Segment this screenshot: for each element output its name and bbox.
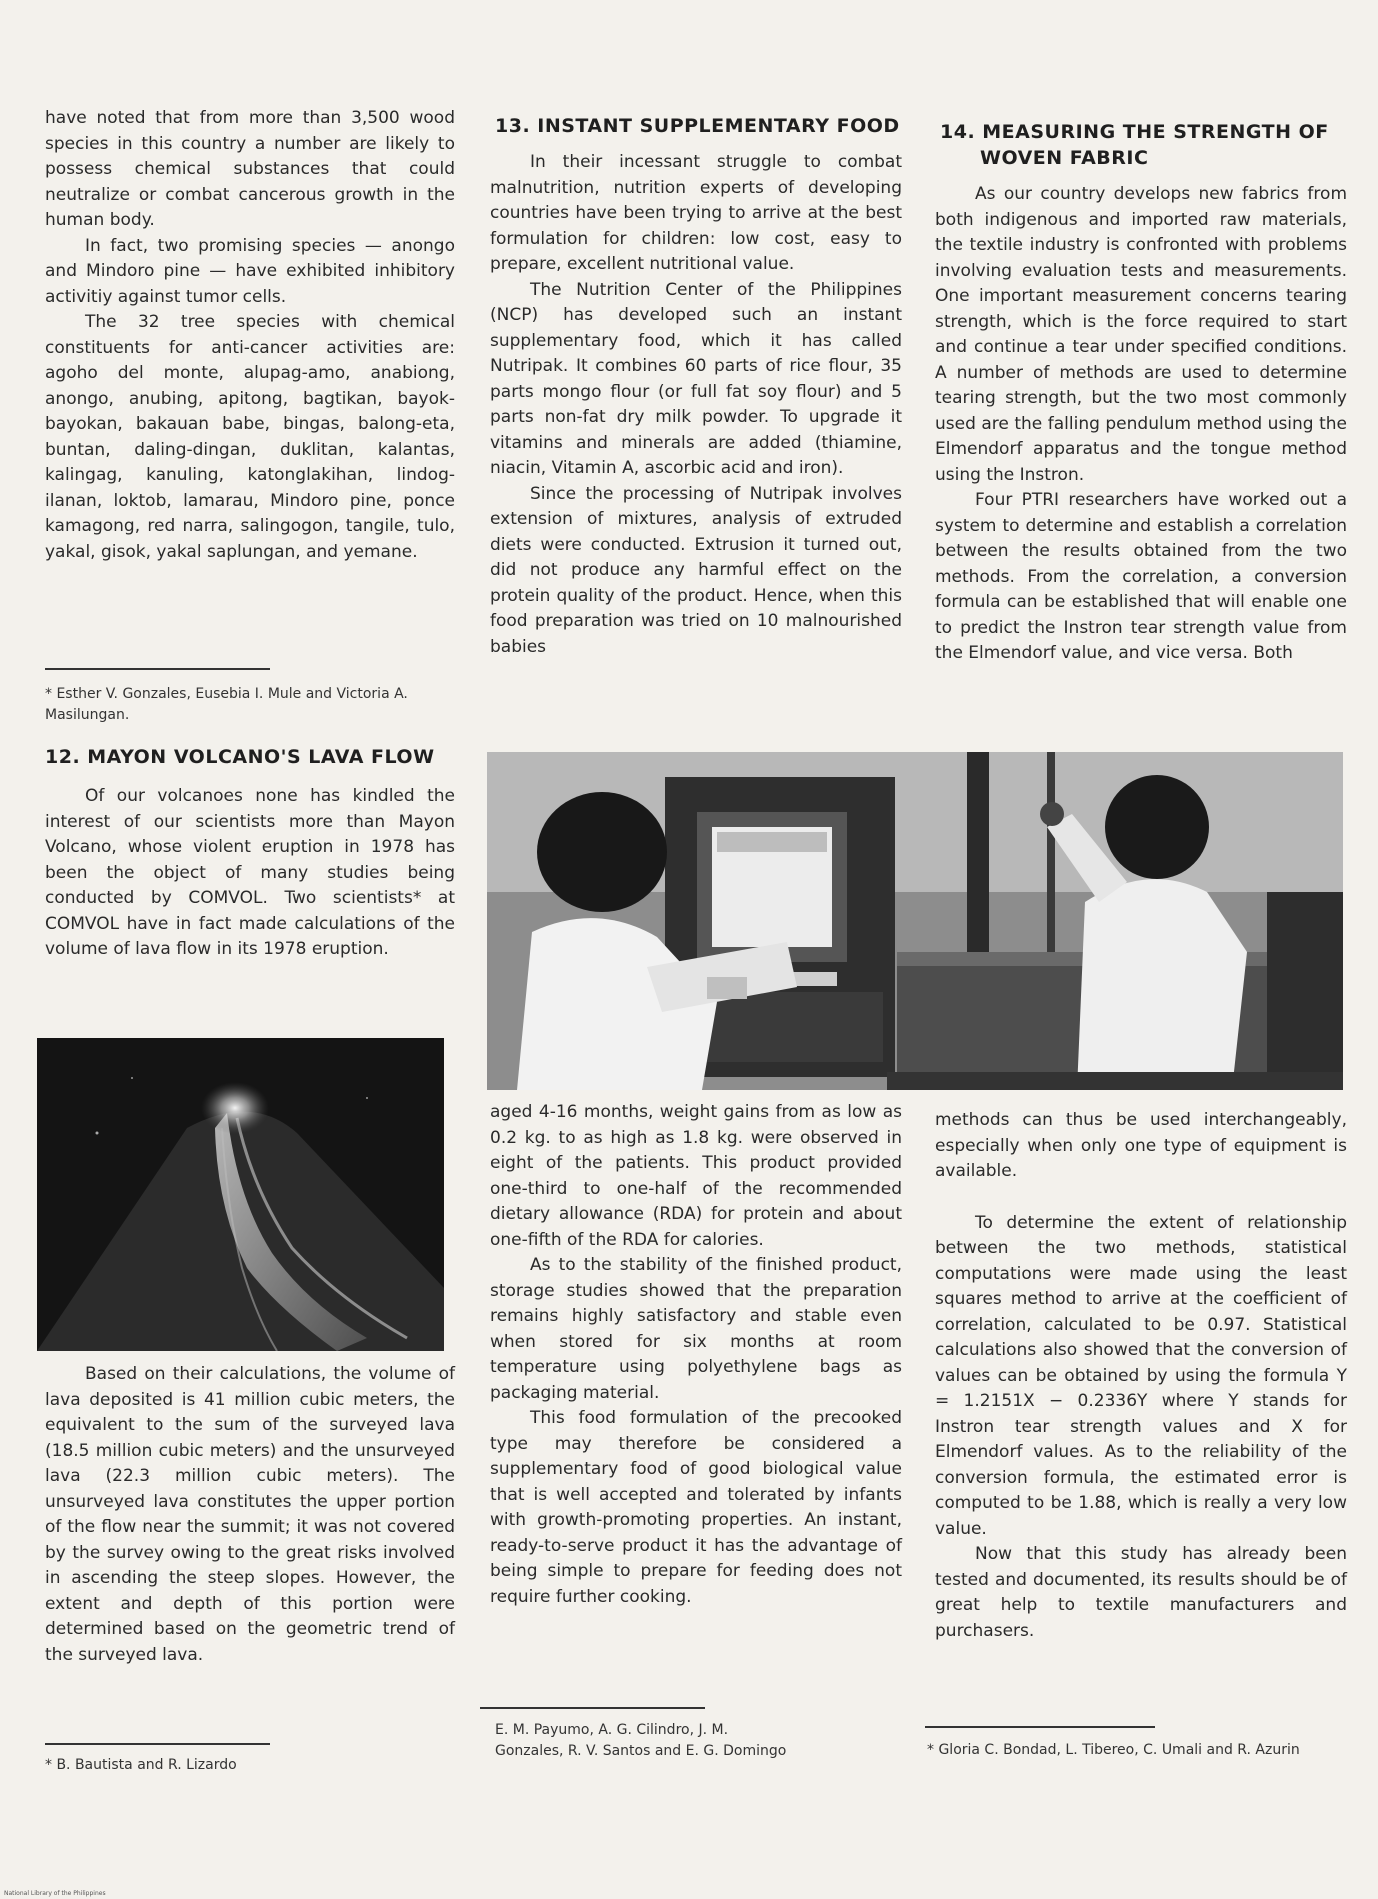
col1-paragraph-4: Of our volcanoes none has kindled the interest of our scientists more than Mayon Volcano, whose violent eruption in 1978 has been the object of many studies being conducted by COMVOL. Two scientists* at COMVOL have in fact made calculations of the volume of lava flow in its 1978 eruption.: [45, 786, 455, 959]
footnote-rule-1: [45, 668, 270, 670]
col3-footnote: * Gloria C. Bondad, L. Tibereo, C. Umali and R. Azurin: [927, 1742, 1300, 1758]
lab-photo: [487, 752, 1343, 1090]
col2-paragraph-4: aged 4-16 months, weight gains from as low as 0.2 kg. to as high as 1.8 kg. were observed in eight of the patients. This product provided one-third to one-half of the recommended dietary allowance (RDA) for protein and about one-fifth of the RDA for calories.: [490, 1102, 902, 1250]
col1-paragraph-1: have noted that from more than 3,500 wood species in this country a number are likely to possess chemical substances that could neutralize or combat cancerous growth in the human body.: [45, 108, 455, 230]
col2-paragraph-3: Since the processing of Nutripak involves extension of mixtures, analysis of extruded diets were conducted. Extrusion it turned out, did not produce any harmful effect on the protein quality of the product. Hence, when this food preparation was tried on 10 malnourished babies: [490, 483, 902, 657]
heading-12: 12. MAYON VOLCANO'S LAVA FLOW: [45, 746, 435, 768]
col1-paragraph-5: Based on their calculations, the volume of lava deposited is 41 million cubic meters, the equivalent to the sum of the surveyed lava (18.5 million cubic meters) and the unsurveyed lava (22.3 million cubic meters). The unsurveyed lava constitutes the upper portion of the flow near the summit; it was not covered by the survey owing to the great risks involved in ascending the steep slopes. However, the extent and depth of this portion were determined based on the geometric trend of the surveyed lava.: [45, 1364, 455, 1665]
volcano-photo: [37, 1038, 444, 1351]
column-2-top: [490, 150, 902, 660]
column-3-bottom: [935, 1108, 1347, 1644]
column-3-top: [935, 182, 1347, 667]
col1-footnote: * Esther V. Gonzales, Eusebia I. Mule and Victoria A. Masilungan.: [45, 686, 408, 723]
micro-footer: National Library of the Philippines: [4, 1890, 106, 1897]
col2-paragraph-5: As to the stability of the finished product, storage studies showed that the preparation remains highly satisfactory and stable even when stored for six months at room temperature using polyethylene bags as packaging material.: [490, 1255, 902, 1403]
col3-paragraph-3: methods can thus be used interchangeably, especially when only one type of equipment is available.: [935, 1110, 1347, 1181]
col3-paragraph-2: Four PTRI researchers have worked out a system to determine and establish a correlation between the results obtained from the two methods. From the correlation, a conversion formula can be established that will enable one to predict the Instron tear strength value from the Elmendorf value, and vice versa. Both: [935, 490, 1347, 663]
col2-paragraph-2: The Nutrition Center of the Philippines (NCP) has developed such an instant supplementary food, which it has called Nutripak. It combines 60 parts of rice flour, 35 parts mongo flour (or full fat soy flour) and 5 parts non-fat dry milk powder. To upgrade it vitamins and minerals are added (thiamine, niacin, Vitamin A, ascorbic acid and iron).: [490, 279, 902, 478]
footnote-rule-2: [45, 1743, 270, 1745]
column-1-top: [45, 106, 455, 565]
footnote-rule-4: [925, 1726, 1155, 1728]
col1-paragraph-2: In fact, two promising species — anongo and Mindoro pine — have exhibited inhibitory activitiy against tumor cells.: [45, 235, 455, 307]
column-2-bottom: [490, 1100, 902, 1610]
col1-footnote-2: * B. Bautista and R. Lizardo: [45, 1757, 237, 1773]
col2-paragraph-6: This food formulation of the precooked type may therefore be considered a supplementary food of good biological value that is well accepted and tolerated by infants with growth-promoting properties. An instant, ready-to-serve product it has the advantage of being simple to prepare for feeding does not require further cooking.: [490, 1408, 902, 1607]
heading-14: 14. MEASURING THE STRENGTH OF WOVEN FABRIC: [940, 121, 1329, 169]
column-1-mid: [45, 784, 455, 963]
footnote-rule-3: [480, 1707, 705, 1709]
col2-paragraph-1: In their incessant struggle to combat malnutrition, nutrition experts of developing countries have been trying to arrive at the best formulation for children: low cost, easy to prepare, excellent nutritional value.: [490, 152, 902, 274]
column-1-bottom: [45, 1362, 455, 1668]
volcano-image: [37, 1038, 444, 1351]
heading-13: 13. INSTANT SUPPLEMENTARY FOOD: [495, 115, 900, 137]
col1-paragraph-3: The 32 tree species with chemical constituents for anti-cancer activities are: agoho del monte, alupag-amo, anabiong, anongo, anubing, apitong, bagtikan, bayok-bayokan, bakauan babe, bingas, balong-eta, buntan, daling-dingan, duklitan, kalantas, kalingag, kanuling, katonglakihan, lindog-ilanan, loktob, lamarau, Mindoro pine, ponce kamagong, red narra, salingogon, tangile, tulo, yakal, gisok, yakal saplungan, and yemane.: [45, 312, 455, 562]
lab-image: [487, 752, 1343, 1090]
col3-paragraph-4: To determine the extent of relationship between the two methods, statistical computations were made using the least squares method to arrive at the coefficient of correlation, calculated to be 0.97. Statistical calculations also showed that the conversion of values can be obtained by using the formula Y = 1.2151X − 0.2336Y where Y stands for Instron tear strength values and X for Elmendorf values. As to the reliability of the conversion formula, the estimated error is computed to be 1.88, which is really a very low value.: [935, 1212, 1347, 1539]
col2-footnote: E. M. Payumo, A. G. Cilindro, J. M. Gonzales, R. V. Santos and E. G. Domingo: [495, 1722, 787, 1759]
col3-paragraph-1: As our country develops new fabrics from both indigenous and imported raw materials, the textile industry is confronted with problems involving evaluation tests and measurements. One important measurement concerns tearing strength, which is the force required to start and continue a tear under specified conditions. A number of methods are used to determine tearing strength, but the two most commonly used are the falling pendulum method using the Elmendorf apparatus and the tongue method using the Instron.: [935, 184, 1347, 485]
col3-paragraph-5: Now that this study has already been tested and documented, its results should be of great help to textile manufacturers and purchasers.: [935, 1544, 1347, 1641]
